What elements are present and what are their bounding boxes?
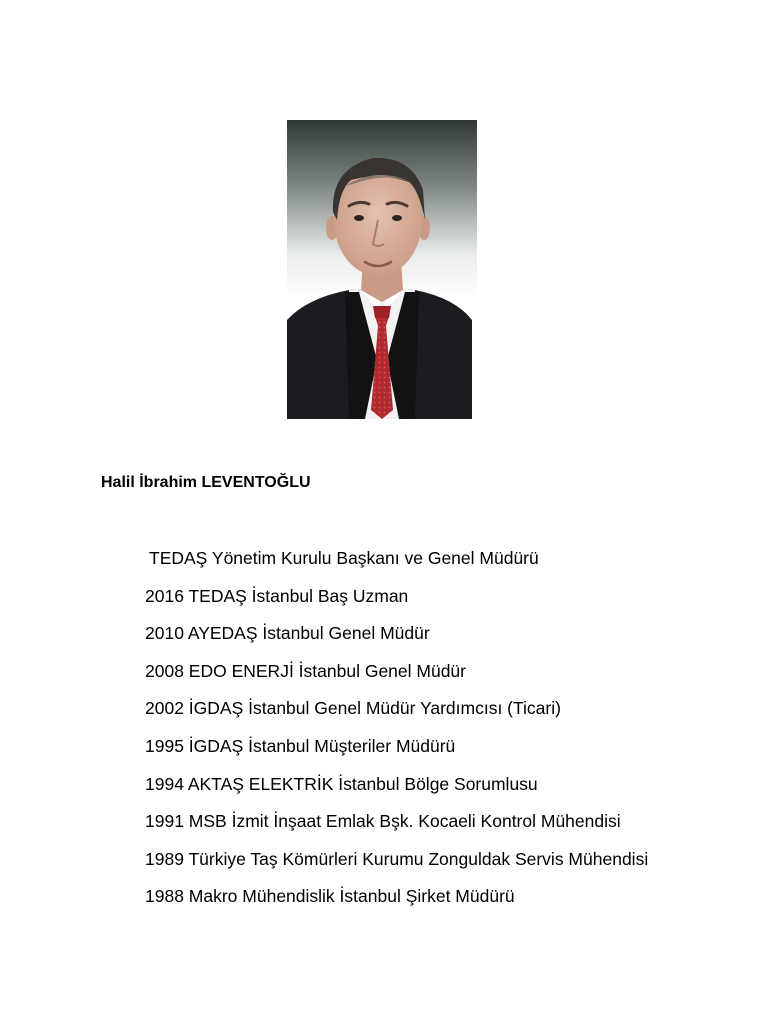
person-name: Halil İbrahim LEVENTOĞLU <box>101 474 311 491</box>
portrait-illustration <box>287 120 477 419</box>
career-item: 1988 Makro Mühendislik İstanbul Şirket Müdürü <box>145 886 515 907</box>
career-item: 1995 İGDAŞ İstanbul Müşteriler Müdürü <box>145 735 456 756</box>
career-item: 2008 EDO ENERJİ İstanbul Genel Müdür <box>145 660 466 681</box>
career-item: 2010 AYEDAŞ İstanbul Genel Müdür <box>145 623 430 644</box>
portrait-photo <box>287 120 477 419</box>
career-item-current-position: TEDAŞ Yönetim Kurulu Başkanı ve Genel Müdürü <box>149 548 539 568</box>
career-item: 1991 MSB İzmit İnşaat Emlak Bşk. Kocaeli Kontrol Mühendisi <box>145 811 621 832</box>
career-item: 2002 İGDAŞ İstanbul Genel Müdür Yardımcısı (Ticari) <box>145 698 561 719</box>
career-item: 1994 AKTAŞ ELEKTRİK İstanbul Bölge Sorumlusu <box>145 773 538 794</box>
career-item: 1989 Türkiye Taş Kömürleri Kurumu Zonguldak Servis Mühendisi <box>145 848 649 869</box>
career-item: 2016 TEDAŞ İstanbul Baş Uzman <box>145 585 409 606</box>
career-list <box>145 545 648 921</box>
